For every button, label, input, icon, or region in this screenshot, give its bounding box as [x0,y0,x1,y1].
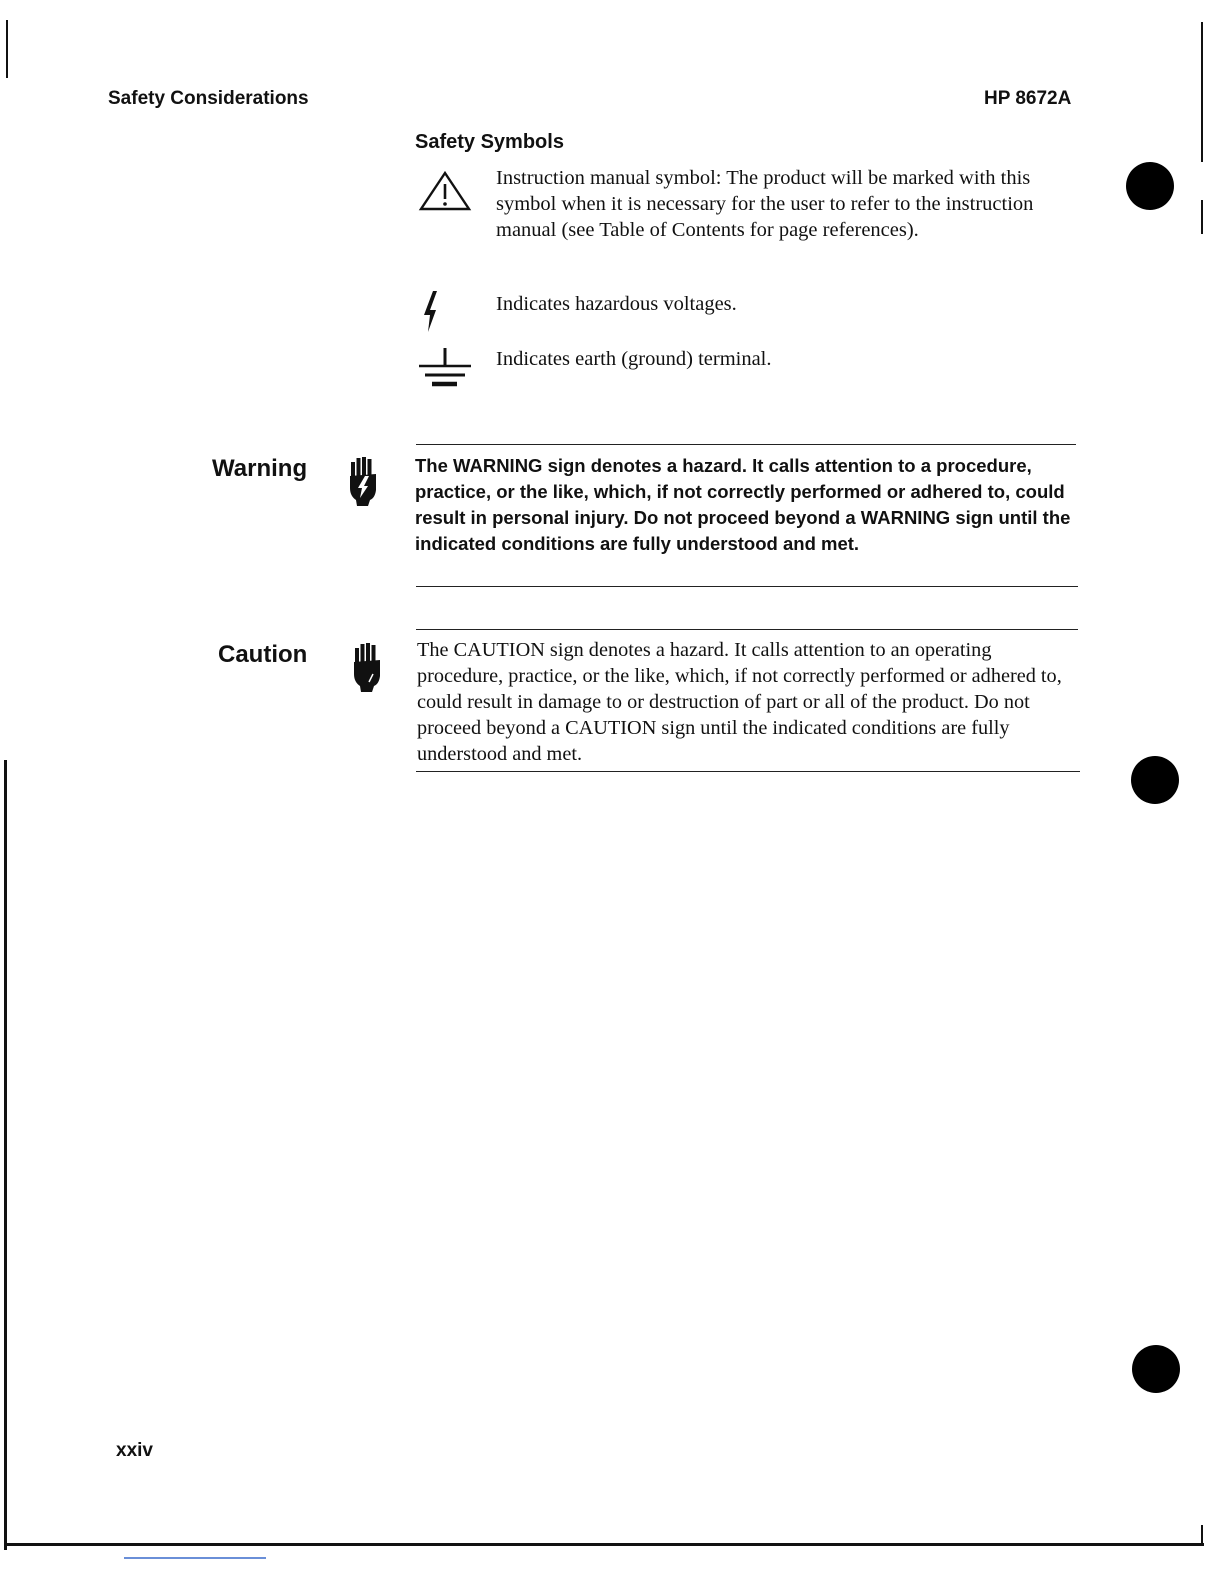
scan-edge-bottom [4,1543,1204,1546]
symbol-description: Instruction manual symbol: The product will be marked with this symbol when it is necessary for the user to refer to the instruction manual (see Table of Contents for page references). [496,167,1034,241]
scan-edge-right-bottom [1201,1525,1203,1545]
binder-hole [1126,162,1174,210]
warning-top-rule [416,444,1076,445]
caution-top-rule [416,629,1078,630]
scan-blue-mark [124,1557,266,1559]
hand-stop-icon [352,642,382,699]
lightning-bolt-icon [422,290,442,339]
warning-text: The WARNING sign denotes a hazard. It calls attention to a procedure, practice, or the like, which, if not correctly performed or adhered to, could result in personal injury. Do not proceed beyond a WARNING sign until the indicated conditions are fully understood and met. [415,455,1071,554]
symbol-description: Indicates hazardous voltages. [496,293,737,315]
hand-stop-lightning-icon [348,456,378,513]
scan-edge-left-top [6,20,8,78]
section-title: Safety Considerations [108,88,309,109]
warning-label: Warning [212,455,308,482]
scan-edge-right-mid [1201,200,1203,234]
model-number: HP 8672A [984,88,1072,109]
scan-edge-right-top [1201,22,1203,162]
symbol-description: Indicates earth (ground) terminal. [496,348,772,370]
safety-symbols-heading: Safety Symbols [415,131,564,153]
caution-label: Caution [218,641,308,668]
binder-hole [1131,756,1179,804]
warning-bottom-rule [416,586,1078,587]
binder-hole [1132,1345,1180,1393]
caution-bottom-rule [416,771,1080,772]
caution-text: The CAUTION sign denotes a hazard. It calls attention to an operating procedure, practice, or the like, which, if not correctly performed or adhered to, could result in damage to or destruction of part or all of the product. Do not proceed beyond a CAUTION sign until the indicated conditions are fully understood and met. [417,639,1062,765]
page-number: xxiv [116,1440,153,1461]
caution-triangle-icon [418,170,472,217]
earth-ground-icon [417,346,473,397]
scan-edge-left [4,760,7,1550]
